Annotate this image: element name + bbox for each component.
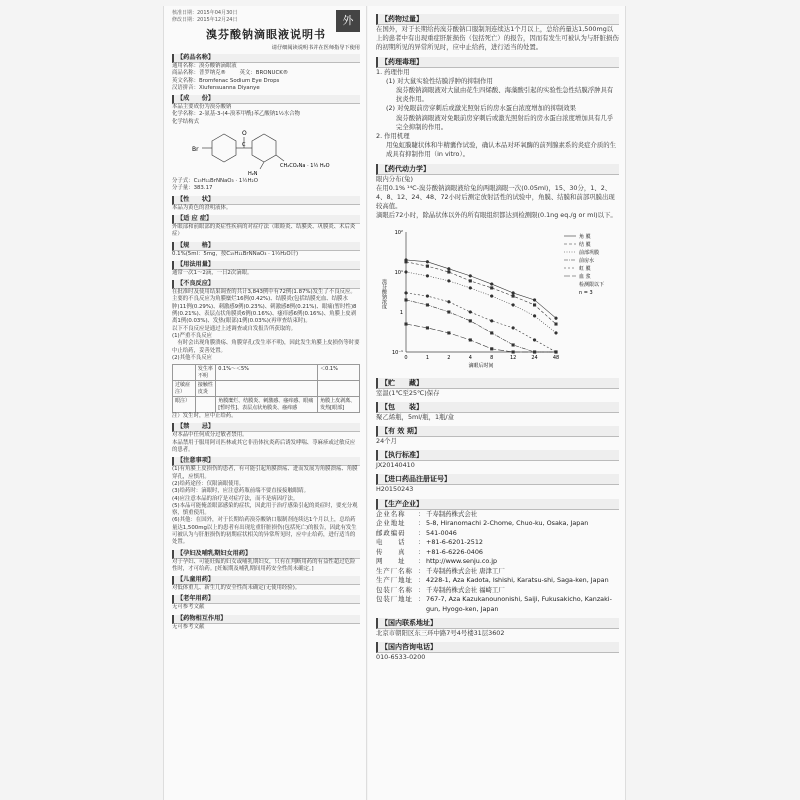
section-heading-pregnancy: 【孕妇及哺乳期妇女用药】 <box>172 550 360 559</box>
data-point <box>469 279 472 282</box>
adverse-block <box>172 289 360 362</box>
contraindications-block <box>172 432 360 454</box>
table-cell <box>216 381 318 397</box>
text-line: 2. 作用机理 <box>376 132 410 141</box>
manufacturer-row <box>376 576 619 586</box>
legend-label: 虹 膜 <box>579 265 591 272</box>
sample-size: n = 3 <box>579 289 593 296</box>
data-point <box>447 300 450 303</box>
data-point <box>533 314 536 317</box>
text-line: (2)给药途径：仅限滴眼使用。 <box>172 480 245 487</box>
data-point <box>555 322 558 325</box>
section-heading-pharmacokinetics: 【药代动力学】 <box>376 164 619 175</box>
table-cell: 角膜糜烂、结膜炎、刺激感、瘙痒感、眼痛[暂时性]、表层点状角膜炎、瘙痒感 <box>216 397 318 413</box>
text-line: (1) 对大鼠实验性结膜浮肿的抑制作用 <box>386 76 493 85</box>
section-heading-geriatric: 【老年用药】 <box>172 595 360 604</box>
text-line: 商品名称：普罗纳克® 英文：BRONUCK® <box>172 70 289 77</box>
text-line: (5)本品可能掩盖眼部感染的症状，因此用于治疗感染引起的炎症时，要充分观察，慎重使用。 <box>172 502 358 517</box>
data-point <box>555 331 558 334</box>
package-text: 聚乙烯瓶，5ml/瓶，1瓶/盒 <box>376 412 454 421</box>
data-point <box>533 338 536 341</box>
x-tick-label: 24 <box>531 354 538 361</box>
section-heading-contact: 【国内联系地址】 <box>376 618 619 629</box>
data-point <box>405 260 408 263</box>
br-label: Br <box>192 146 199 154</box>
legend-label: 前房水 <box>579 257 595 264</box>
data-point <box>469 310 472 313</box>
text-line: 通常一次1～2滴，一日2次滴眼。 <box>172 269 253 276</box>
manufacturer-row <box>376 548 619 558</box>
text-line: (1)有角膜上皮损伤的患者，有可能引起角膜溃疡、进而发展为角膜溃疡、角膜穿孔，应慎用。 <box>172 466 358 480</box>
overdose-text: 在国外，对于长期给药溴芬酸钠口服制剂连续达1个月以上，总给药量达1,500mg以上的患者中有出现重症肝脏损伤（包括死亡）的报告，因而有发生可被认为与肝脏损伤的初期所见的异常所见时，应中止给药，进行适当的处置。 <box>376 25 619 52</box>
data-point <box>405 291 408 294</box>
table-header: 发生率不明 <box>195 365 215 381</box>
text-line: 有时会出现角膜溃疡、角膜穿孔(发生率不明)，因此发生角膜上皮损伤等时要中止给药，妥善处置。 <box>172 340 360 354</box>
field-label: 包装厂名称 <box>376 585 413 594</box>
table-cell: 眼注） <box>173 397 196 413</box>
field-label: 包装厂地址 <box>376 595 413 604</box>
data-point <box>448 270 451 273</box>
data-point <box>426 303 429 306</box>
precautions-block <box>172 466 360 546</box>
y-tick-label: 10² <box>394 229 403 236</box>
y-tick-label: 1 <box>399 309 403 316</box>
legend-label: 角 膜 <box>579 233 591 240</box>
x-tick-label: 48 <box>552 354 560 361</box>
x-tick-label: 12 <box>509 354 517 361</box>
colon: ： <box>418 576 425 585</box>
side-chain-label: CH₂CO₂Na · 1½ H₂O <box>280 163 330 170</box>
data-point <box>405 322 408 325</box>
text-line: 在批准时及使用结果调查的共计3,843例中有72例(1.87%)发生了不良反应。 <box>172 289 356 296</box>
contact-phone: 010-6533-0200 <box>376 653 426 662</box>
field-value: http://www.senju.co.jp <box>426 557 498 566</box>
section-heading-storage: 【贮 藏】 <box>376 378 619 389</box>
data-point <box>533 303 536 306</box>
section-heading-dosage: 【用法用量】 <box>172 261 360 270</box>
field-value: 5-8, Hiranomachi 2-Chome, Chuo-ku, Osaka, Japan <box>426 519 589 528</box>
revision-date: 修改日期：2015年12月24日 <box>172 16 238 23</box>
text-line: (2)其他不良反应 <box>172 354 212 361</box>
text-line: 对于孕妇、可能妊娠的妇女或哺乳期妇女，只有在判断用药的有益性超过危险性时，才可给药。[妊娠期及哺乳期间用药安全性尚未确定。] <box>172 558 356 572</box>
text-line: 1. 药理作用 <box>376 67 410 76</box>
storage-text: 室温(1℃至25℃)保存 <box>376 388 440 397</box>
section-heading-pediatric: 【儿童用药】 <box>172 576 360 585</box>
right-leaflet-panel <box>368 6 626 800</box>
section-heading-composition: 【成 份】 <box>172 95 360 104</box>
section-heading-manufacturer: 【生产企业】 <box>376 499 619 510</box>
section-heading-registration: 【进口药品注册证号】 <box>376 474 619 485</box>
table-cell: 角膜上皮剥离、发热[眼部] <box>318 397 360 413</box>
field-label: 企业地址 <box>376 519 406 528</box>
nh2-label: H₂N <box>248 171 258 178</box>
text-line: 本品为黄色的澄明液体。 <box>172 204 232 211</box>
x-tick-label: 0 <box>404 354 408 361</box>
data-point <box>426 326 429 329</box>
x-axis-label: 滴眼后时间 <box>468 362 494 369</box>
structure-svg <box>172 127 342 177</box>
table-cell: 过敏症注） <box>173 381 196 397</box>
data-point <box>512 343 515 346</box>
text-line: 以下不良反应是通过上述调查或自发报告所获取的。 <box>172 325 296 332</box>
c-label: C <box>242 142 246 149</box>
chemical-structure <box>172 127 360 177</box>
text-line: 化学名称：2-氨基-3-(4-溴苯甲酰)苯乙酸钠1½水合物 <box>172 111 300 118</box>
distribution-chart <box>376 224 619 374</box>
colon: ： <box>418 557 425 566</box>
text-line: 滴眼后72小时，除晶状体以外的所有眼组织都达到检测限(0.1ng eq./g or ml)以下。 <box>376 211 617 220</box>
data-point <box>469 319 472 322</box>
series-line-4 <box>406 293 556 352</box>
data-point <box>469 338 472 341</box>
pharmacokinetics-block <box>376 175 619 221</box>
badge-external-use: 外 <box>336 10 360 32</box>
text-line: 主要的不良反应为角膜糜烂16例(0.42%)、结膜炎(包括结膜充血、结膜水肿)11例(0.29%)、刺激感9例(0.23%)、刺激感8例(0.21%)、眼痛(暂时性)8例(0.21%)、表层点状角膜炎6例(0.16%)、瘙痒感6例(0.16%)、角膜上皮剥离1例(0.03%)、发热(眼部)1例(0.03%)(再审查结束时)。 <box>172 296 357 325</box>
adverse-reactions-table <box>172 364 360 413</box>
text-line: 在用0.1% ¹⁴C-溴芬酸钠滴眼液给兔的两眼滴眼一次(0.05ml)，15、30分，1、2、4、8、12、24、48、72小时后测定放射活性的试验中，角膜、结膜和前部巩膜出现较高值。 <box>376 183 615 211</box>
field-value: 千寿制药株式会社 唐津工厂 <box>426 566 505 575</box>
data-point <box>512 294 515 297</box>
field-value: 541-0046 <box>426 528 457 537</box>
data-point <box>490 347 493 350</box>
text-line: 分子量：383.17 <box>172 185 213 192</box>
text-line: 眼内分布(兔) <box>376 174 413 183</box>
data-point <box>533 350 536 353</box>
section-heading-standard: 【执行标准】 <box>376 450 619 461</box>
section-heading-contraindications: 【禁 忌】 <box>172 423 360 432</box>
text-line: 对低体重儿、新生儿的安全性尚未确定(无使用经验)。 <box>172 585 301 592</box>
contact-address: 北京市朝阳区东三环中路7号4号楼31层3602 <box>376 629 505 638</box>
data-point <box>448 310 451 313</box>
data-point <box>512 326 515 329</box>
table-header: ＜0.1% <box>318 365 360 381</box>
section-heading-pharmacology: 【药理毒理】 <box>376 57 619 68</box>
text-line: (6)其他：在国外，对于长期给药溴芬酸钠口服制剂连续达1个月以上，总给药量达1,500mg以上的患者有出现危重肝脏损伤(包括死亡)的报告，因此有发生可被认为与肝脏损伤的初期症状相关的异常所见时，应中止给药，进行适当的处置。 <box>172 517 357 546</box>
data-point <box>555 350 558 353</box>
text-line: (2) 对免眼前房穿刺后或激光照射后的房水蛋白浓度增加的抑制效果 <box>386 104 577 113</box>
text-line: 本品禁用于服用阿司匹林或其它非甾体抗炎药后诱发哮喘、荨麻疹或过敏反应的患者。 <box>172 439 356 454</box>
table-cell <box>318 381 360 397</box>
data-point <box>426 274 429 277</box>
manufacturer-row <box>376 529 619 539</box>
colon: ： <box>418 595 425 604</box>
field-value: 千寿制药株式会社 福崎工厂 <box>426 585 505 594</box>
legend-label: 结 膜 <box>579 241 591 248</box>
text-line: 溴芬酸钠滴眼液对免眼前房穿刺后或激光照射后的房水蛋白浓度增加具有几乎完全抑制的作用。 <box>396 113 614 131</box>
text-line: 通用名称：溴芬酸钠滴眼液 <box>172 63 237 69</box>
data-point <box>448 331 451 334</box>
colon: ： <box>418 519 425 528</box>
x-tick-label: 8 <box>490 354 494 361</box>
text-line: 汉语拼音：Xiufensuanna Diyanye <box>172 84 260 91</box>
data-point <box>426 260 429 263</box>
data-point <box>469 274 472 277</box>
properties-block <box>172 205 360 212</box>
series-line-0 <box>406 260 556 318</box>
data-point <box>426 294 429 297</box>
manufacturer-row <box>376 510 619 520</box>
manufacturer-row <box>376 595 619 614</box>
specification-block <box>172 251 360 258</box>
colon: ： <box>418 509 425 518</box>
data-point <box>512 291 515 294</box>
approval-date: 核准日期：2015年04月30日 <box>172 10 238 16</box>
text-line: 无可参考文献 <box>172 604 205 611</box>
text-line: 外眼部和前眼部的炎症性疾病的对症疗法（眼睑炎、结膜炎、巩膜炎、术后炎症） <box>172 223 356 238</box>
data-point <box>490 294 493 297</box>
colon: ： <box>418 566 425 575</box>
pregnancy-block <box>172 559 360 574</box>
table-note: 注）发生时，应中止给药。 <box>172 413 237 420</box>
interactions-block <box>172 624 360 631</box>
field-label: 企业名称 <box>376 509 406 518</box>
o-label: O <box>242 130 247 138</box>
legend-label: 血 浆 <box>579 273 591 280</box>
drug-name-block <box>172 63 360 92</box>
section-heading-specification: 【规 格】 <box>172 242 360 251</box>
text-line: 英文名称：Bromfenac Sodium Eye Drops <box>172 77 280 84</box>
field-label: 生产厂名称 <box>376 566 413 575</box>
data-point <box>405 298 408 301</box>
field-value: 千寿制药株式会社 <box>426 509 478 518</box>
read-instruction: 请仔细阅读说明书并在医师指导下使用 <box>271 45 360 51</box>
data-point <box>512 303 515 306</box>
field-label: 生产厂地址 <box>376 576 413 585</box>
field-label: 电 话 <box>376 538 406 547</box>
left-leaflet-panel <box>163 6 367 800</box>
section-heading-adverse: 【不良反应】 <box>172 280 360 289</box>
pediatric-block <box>172 585 360 592</box>
data-point <box>469 286 472 289</box>
section-heading-validity: 【有 效 期】 <box>376 426 619 437</box>
field-value: 767-7, Aza Kazukanounonishi, Saiji, Fukusakicho, Kanzaki-gun, Hyogo-ken, Japan <box>426 595 612 613</box>
dosage-block <box>172 270 360 277</box>
standard-text: JX20140410 <box>376 461 415 470</box>
data-point <box>447 267 450 270</box>
section-heading-precautions: 【注意事项】 <box>172 457 360 466</box>
data-point <box>490 282 493 285</box>
colon: ： <box>418 547 425 556</box>
text-line: 本品主要成份为溴芬酸钠 <box>172 104 232 111</box>
registration-text: H20150243 <box>376 485 414 494</box>
x-tick-label: 4 <box>468 354 472 361</box>
y-axis-label: 溴芬酸钠浓度 <box>381 278 387 309</box>
table-cell: 接触性皮炎 <box>195 381 215 397</box>
formula-block <box>172 178 360 193</box>
legend-label: 前部巩膜 <box>579 249 600 256</box>
validity-text: 24个月 <box>376 437 397 446</box>
manufacturer-row <box>376 567 619 577</box>
pharmacology-block <box>376 68 619 160</box>
table-cell <box>173 365 196 381</box>
text-line: 分子式：C₁₅H₁₁BrNNaO₃ · 1½H₂O <box>172 178 258 185</box>
data-point <box>555 316 558 319</box>
composition-block <box>172 104 360 126</box>
field-label: 传 真 <box>376 547 406 556</box>
text-line: 化学结构式 <box>172 118 199 125</box>
section-heading-phone: 【国内咨询电话】 <box>376 642 619 653</box>
text-line: (3)给药时：滴眼时，应注意药瓶前端不要直接接触眼睛。 <box>172 488 310 495</box>
document-title: 溴芬酸钠滴眼液说明书 <box>206 28 326 41</box>
y-tick-label: 10¹ <box>394 269 403 276</box>
data-point <box>490 286 493 289</box>
manufacturer-row <box>376 519 619 529</box>
x-tick-label: 2 <box>447 354 451 361</box>
table-cell <box>195 397 215 413</box>
series-line-2 <box>406 272 556 333</box>
text-line: (4)应注意本品的治疗是对症疗法，而不是病因疗法。 <box>172 495 299 502</box>
text-line: 用兔虹膜睫状体和牛精囊作试验，确认本品对环氧酶的前列腺素系的炎症介质的生成具有抑制作用（in vitro）。 <box>386 141 617 159</box>
table-header: 0.1%～＜5% <box>216 365 318 381</box>
text-line: 溴芬酸钠滴眼液对大鼠由花生四烯酸、海藻酸引起的实验性急性结膜浮肿具有抗炎作用。 <box>396 86 614 104</box>
colon: ： <box>418 528 425 537</box>
x-tick-label: 1 <box>425 354 430 361</box>
data-point <box>405 270 408 273</box>
text-line: 无可参考文献 <box>172 623 205 630</box>
data-point <box>426 265 429 268</box>
legend-note: 检测限以下 <box>579 281 605 288</box>
y-tick-label: 10⁻¹ <box>391 349 403 356</box>
indications-block <box>172 224 360 239</box>
colon: ： <box>418 538 425 547</box>
data-point <box>533 298 536 301</box>
data-point <box>490 319 493 322</box>
section-heading-properties: 【性 状】 <box>172 196 360 205</box>
field-value: +81-6-6201-2512 <box>426 538 483 547</box>
chart-svg <box>376 224 616 374</box>
data-point <box>512 350 515 353</box>
field-value: +81-6-6226-0406 <box>426 547 483 556</box>
text-line: 对本品中任何成分过敏者禁用。 <box>172 432 248 439</box>
manufacturer-block <box>376 510 619 615</box>
section-heading-name: 【药品名称】 <box>172 54 360 63</box>
section-heading-package: 【包 装】 <box>376 402 619 413</box>
manufacturer-row <box>376 557 619 567</box>
section-heading-indications: 【适 应 症】 <box>172 215 360 224</box>
field-label: 邮政编码 <box>376 528 406 537</box>
field-label: 网 址 <box>376 557 406 566</box>
text-line: (1)严重不良反应 <box>172 332 212 339</box>
geriatric-block <box>172 604 360 611</box>
section-heading-interactions: 【药物相互作用】 <box>172 615 360 624</box>
field-value: 4228-1, Aza Kadota, Ishishi, Karatsu-shi, Saga-ken, Japan <box>426 576 609 585</box>
section-heading-overdose: 【药物过量】 <box>376 14 619 25</box>
manufacturer-row <box>376 586 619 596</box>
colon: ： <box>418 585 425 594</box>
manufacturer-row <box>376 538 619 548</box>
data-point <box>490 331 493 334</box>
data-point <box>447 279 450 282</box>
text-line: 0.1%(5ml：5mg，按C₁₅H₁₁BrNNaO₃ · 1½H₂O计) <box>172 250 299 257</box>
